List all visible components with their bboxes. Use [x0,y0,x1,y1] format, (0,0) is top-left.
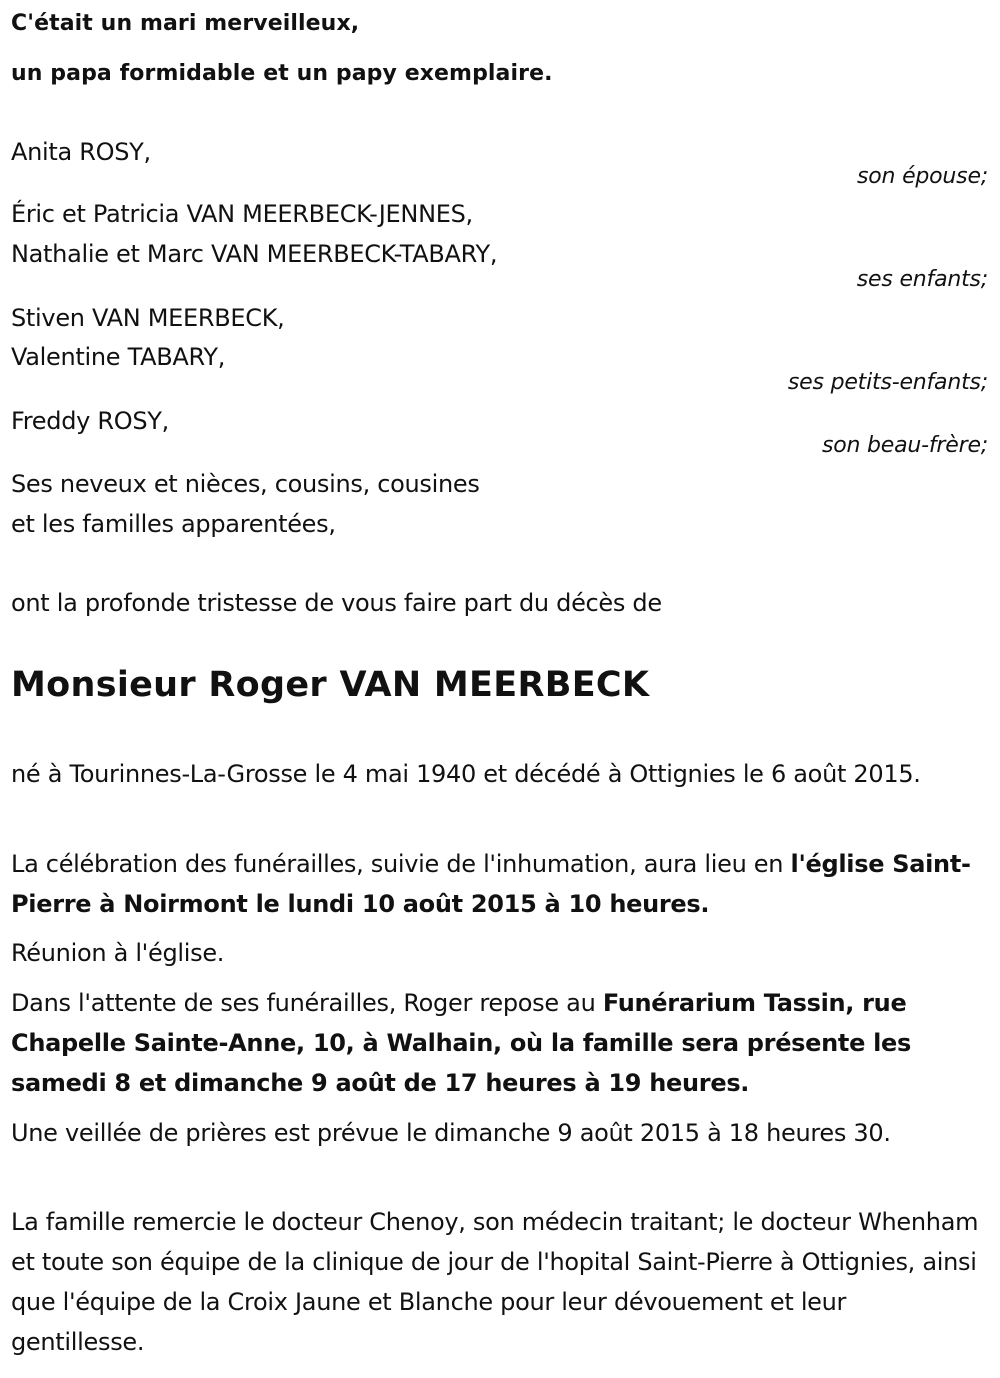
spouse-relation: son épouse; [857,164,988,189]
birth-death-paragraph: né à Tourinnes-La-Grosse le 4 mai 1940 et décédé à Ottignies le 6 août 2015. [11,760,921,788]
intro-line-2: un papa formidable et un papy exemplaire. [11,61,553,86]
brother-in-law-name: Freddy ROSY, [11,407,169,435]
child-name-1: Éric et Patricia VAN MEERBECK-JENNES, [11,200,473,228]
intro-line-1: C'était un mari merveilleux, [11,11,360,36]
meeting-paragraph: Réunion à l'église. [11,939,225,967]
announcement-text: ont la profonde tristesse de vous faire part du décès de [11,589,662,617]
brother-in-law-relation: son beau-frère; [821,433,988,458]
funeral-home-paragraph [11,983,993,1103]
grandchild-name-1: Stiven VAN MEERBECK, [11,304,285,332]
vigil-paragraph: Une veillée de prières est prévue le dimanche 9 août 2015 à 18 heures 30. [11,1119,891,1147]
extended-family-line-1: Ses neveux et nièces, cousins, cousines [11,470,480,498]
child-name-2: Nathalie et Marc VAN MEERBECK-TABARY, [11,240,498,268]
funeral-paragraph [11,844,993,924]
grandchildren-relation: ses petits-enfants; [787,370,988,395]
deceased-name: Monsieur Roger VAN MEERBECK [11,665,650,705]
funeral-home-details: Funérarium Tassin, rue Chapelle Sainte-Anne, 10, à Walhain, où la famille sera présente les samedi 8 et dimanche 9 août de 17 heures à 19 heures. [11,989,912,1097]
funeral-location-time: l'église Saint-Pierre à Noirmont le lundi 10 août 2015 à 10 heures. [11,850,971,918]
grandchild-name-2: Valentine TABARY, [11,343,226,371]
funeral-text: La célébration des funérailles, suivie de l'inhumation, aura lieu en [11,850,791,878]
thanks-paragraph: La famille remercie le docteur Chenoy, son médecin traitant; le docteur Whenham et toute son équipe de la clinique de jour de l'hopital Saint-Pierre à Ottignies, ainsi que l'équipe de la Croix Jaune et Blanche pour leur dévouement et leur gentillesse. [11,1208,979,1356]
funeral-home-text: Dans l'attente de ses funérailles, Roger repose au [11,989,603,1017]
spouse-name: Anita ROSY, [11,138,151,166]
extended-family-line-2: et les familles apparentées, [11,510,336,538]
children-relation: ses enfants; [856,267,988,292]
